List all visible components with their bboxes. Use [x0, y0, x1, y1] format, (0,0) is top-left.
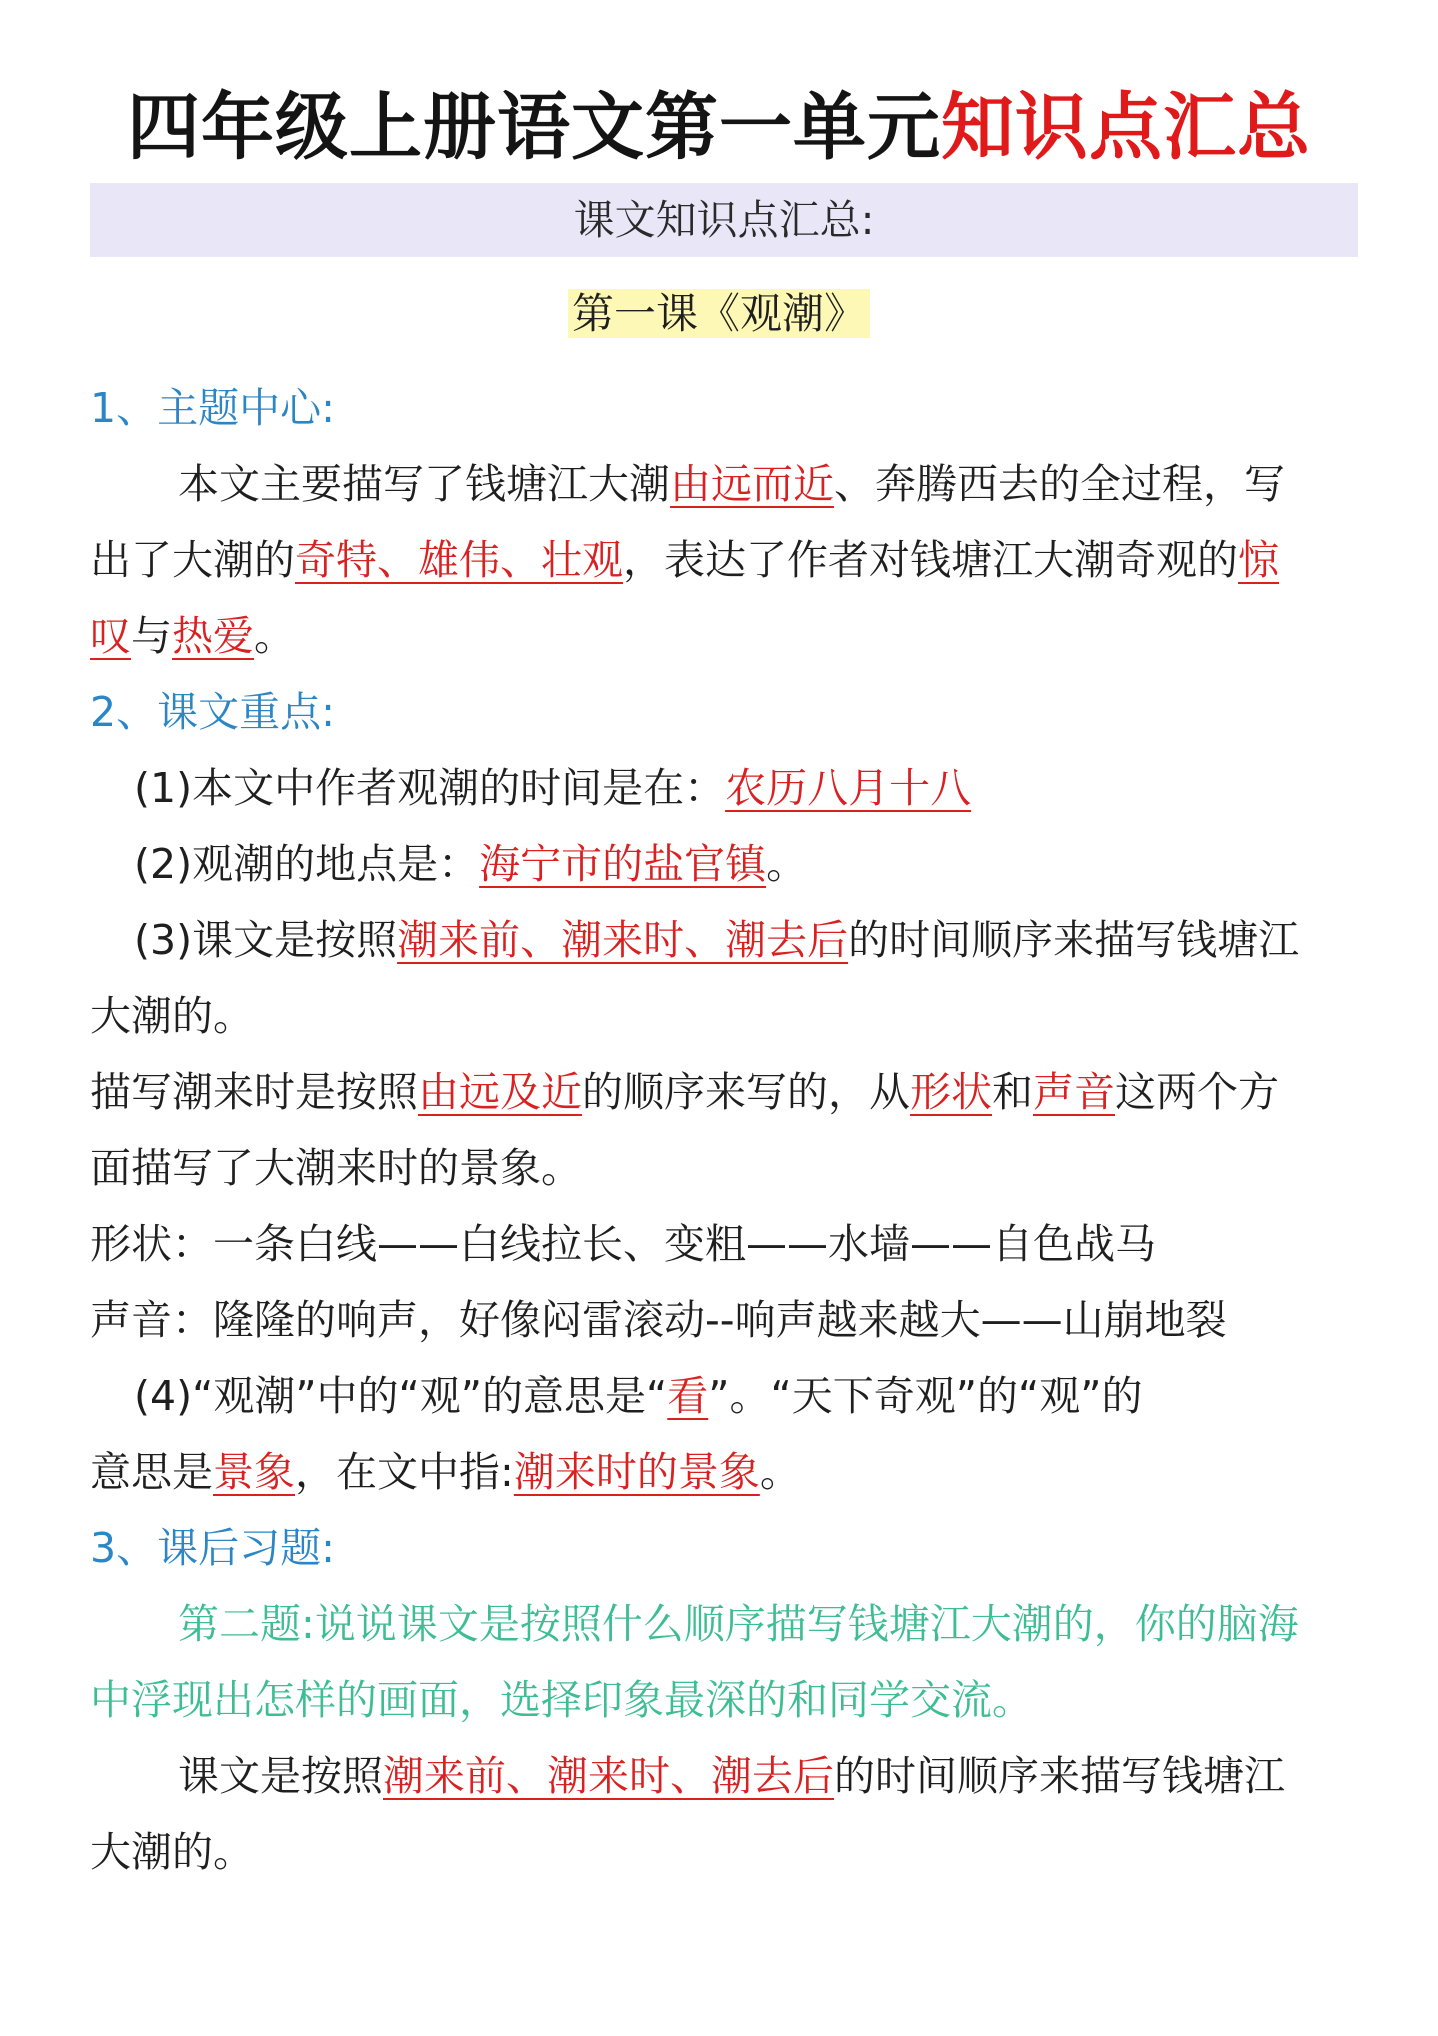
question-line-2: 中浮现出怎样的画面，选择印象最深的和同学交流。 [90, 1676, 1033, 1724]
text: ”。“天下奇观”的“观”的 [708, 1372, 1143, 1420]
text: 意思是 [90, 1448, 213, 1496]
heading-theme: 1、主题中心: [90, 384, 335, 432]
section-banner: 课文知识点汇总: [90, 183, 1358, 257]
theme-line-2 [90, 522, 1358, 598]
theme-line-3 [90, 598, 1358, 674]
point-4-line-1 [90, 1358, 1358, 1434]
heading-exercises: 3、课后习题: [90, 1524, 335, 1572]
theme-line-1 [90, 446, 1358, 522]
key-phrase: 由远及近 [418, 1068, 582, 1116]
lesson-title-text: 第一课《观潮》 [568, 289, 870, 338]
point-1 [90, 750, 1358, 826]
text: 本文主要描写了钱塘江大潮 [178, 460, 670, 508]
key-phrase: 奇特、雄伟、壮观 [295, 536, 623, 584]
text: 的时间顺序来描写钱塘江 [848, 916, 1300, 964]
text: 描写潮来时是按照 [90, 1068, 418, 1116]
text: 。 [759, 1448, 801, 1496]
key-points-paragraph [90, 750, 1358, 1510]
text: ，在文中指: [295, 1448, 514, 1496]
title-main: 四年级上册语文第一单元 [127, 85, 941, 170]
answer-line-2: 大潮的。 [90, 1828, 254, 1876]
text: 的顺序来写的，从 [582, 1068, 910, 1116]
page-title [0, 78, 1438, 178]
question-line-1: 第二题:说说课文是按照什么顺序描写钱塘江大潮的，你的脑海 [178, 1600, 1299, 1648]
point-4-line-2 [90, 1434, 1358, 1510]
key-phrase: 农历八月十八 [725, 764, 972, 812]
key-phrase: 由远而近 [670, 460, 834, 508]
text: (3)课文是按照 [134, 916, 398, 964]
lesson-title [0, 282, 1438, 346]
key-phrase: 看 [667, 1372, 709, 1420]
point-3-line-2: 大潮的。 [90, 992, 254, 1040]
key-phrase: 潮来前、潮来时、潮去后 [397, 916, 849, 964]
answer-line-1 [90, 1738, 1358, 1814]
key-phrase: 热爱 [172, 612, 254, 660]
text: 的时间顺序来描写钱塘江 [834, 1752, 1285, 1800]
key-phrase: 潮来时的景象 [513, 1448, 760, 1496]
text: ，表达了作者对钱塘江大潮奇观的 [623, 536, 1238, 584]
heading-key-points: 2、课文重点: [90, 688, 335, 736]
text: (1)本文中作者观潮的时间是在： [134, 764, 726, 812]
text: 这两个方 [1115, 1068, 1279, 1116]
text: (2)观潮的地点是： [134, 840, 480, 888]
key-phrase: 海宁市的盐官镇 [479, 840, 767, 888]
detail-line-1 [90, 1054, 1358, 1130]
key-phrase: 潮来前、潮来时、潮去后 [383, 1752, 834, 1800]
key-phrase: 形状 [910, 1068, 992, 1116]
text: 课文是按照 [178, 1752, 383, 1800]
shape-line: 形状：一条白线——白线拉长、变粗——水墙——自色战马 [90, 1220, 1156, 1268]
text: 。 [254, 612, 295, 660]
key-phrase: 叹 [90, 612, 131, 660]
text: 与 [131, 612, 172, 660]
text: 。 [766, 840, 808, 888]
text: 和 [992, 1068, 1033, 1116]
detail-line-2: 面描写了大潮来时的景象。 [90, 1144, 582, 1192]
text: 、奔腾西去的全过程，写 [834, 460, 1285, 508]
exercises-paragraph [90, 1586, 1358, 1890]
point-2 [90, 826, 1358, 902]
key-phrase: 声音 [1033, 1068, 1115, 1116]
point-3-line-1 [90, 902, 1358, 978]
text: 出了大潮的 [90, 536, 295, 584]
key-phrase: 景象 [213, 1448, 295, 1496]
sound-line: 声音：隆隆的响声，好像闷雷滚动--响声越来越大——山崩地裂 [90, 1296, 1227, 1344]
theme-paragraph [90, 446, 1358, 674]
key-phrase: 惊 [1238, 536, 1279, 584]
title-accent: 知识点汇总 [941, 85, 1311, 170]
text: (4)“观潮”中的“观”的意思是“ [134, 1372, 668, 1420]
